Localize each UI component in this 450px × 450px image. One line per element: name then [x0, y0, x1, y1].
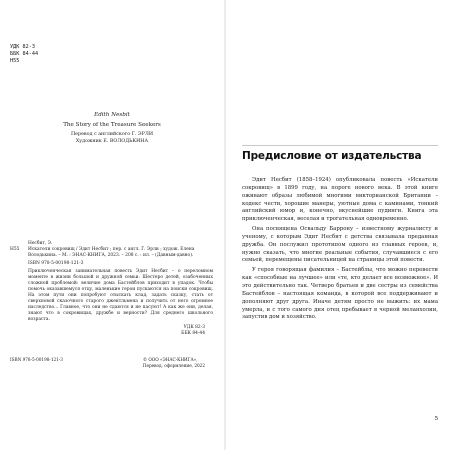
preface-paragraph: Эдит Несбит (1858–1924) опубликовала повесть «Искатели сокровищ» в 1899 году, на пороге нового века. В этой книге оживают образы любимой многими викторианской Британии – кодекс чести, хорошие манеры, уютные дома с каминами, тонкий английский юмор и, конечно, вкуснейшие пудинги. Книга эта приключенческая, веселая и трогательная одновременно.: [242, 177, 438, 223]
biblio-entry-text: Искатели сокровищ / Эдит Несбит ; пер. с англ. Г. Эрли ; худож. Елена Володькина. – М. : ЭНАС-КНИГА, 2023. – 208 с. : ил. – (Давным-давно).: [28, 247, 195, 258]
biblio-codes: [10, 325, 213, 337]
classification-codes: [10, 44, 38, 65]
original-title: The Story of the Treasure Seekers: [63, 122, 161, 128]
biblio-bbk: ББК 84-44: [181, 331, 205, 336]
colophon-isbn: ISBN 978-5-00198-121-3: [10, 357, 63, 362]
biblio-udc: УДК 82-3: [183, 325, 205, 330]
original-title-block: [0, 111, 224, 145]
translator-credit: Перевод с английского Г. ЭРЛИ: [70, 132, 154, 137]
author-mark-line: Н55: [10, 58, 20, 64]
preface-body: [242, 177, 438, 324]
illustrator-credit: Художник Е. ВОЛОДЬКИНА: [75, 139, 149, 144]
biblio-entry: [10, 247, 213, 259]
bibliographic-record: [10, 241, 213, 337]
preface-paragraph: У героя говорящая фамилия – Бастейблы, что можно перевести как «способные на лучшее» или «те, кто делает все возможное». И это действительно так. Четверо братьев и две сестры из семейства Бастейблов – настоящая команда, в которой все поддерживают и дополняют друг друга. Иначе детям просто не выжить: их мама умерла, и с того самого дня отец пребывает в черной меланхолии, запустив дом и хозяйство.: [242, 267, 438, 321]
left-page: [0, 0, 224, 450]
biblio-isbn: ISBN 978-5-00198-121-3: [28, 261, 84, 266]
bbk-line: ББК 84-44: [10, 51, 39, 57]
copyright-notice: [143, 357, 205, 369]
preface-paragraph: Она посвящена Освальду Баррону – известному журналисту и ученому, с которым Эдит Несбит с детства связывала преданная дружба. Он послужил прототипом одного из главных героев, и, нужно сказать, что многие реальные события, случавшиеся с его семьей, перемещены писательницей на страницы этой повести.: [242, 226, 438, 264]
preface-heading: Предисловие от издательства: [242, 150, 422, 162]
udc-line: УДК 82-3: [10, 44, 35, 50]
original-author: Edith Nesbit: [94, 112, 130, 118]
heading-divider: [242, 145, 438, 146]
annotation-text: Приключенческая занимательная повесть Эдит Несбит – о переломном моменте в жизни большой и дружной семьи. Шестеро детей, озабоченных сложной проблемой: величие дома Бастейблов приходит в упадок. Чтобы помочь оказавшемуся отцу, маленькие герои пускаются на поиски сокровищ. На этом пути они попробуют отыскать клад, задать сказку, стать от сверхновой сказочного старого джентльмена и получить от него огромное наследство... Главное, что они не сдаются и не пасуют! А как же они, делая, знают что в сокровищах, дружбе и верности? Для среднего школьного возраста.: [28, 269, 213, 322]
edition-line: Перевод, оформление, 2022: [142, 363, 205, 368]
biblio-author: Несбит, Э.: [28, 241, 53, 246]
author-mark: Н55: [10, 247, 20, 252]
copyright-line: © ООО «ЭНАС-КНИГА»,: [142, 357, 198, 362]
right-page: [226, 0, 450, 450]
page-number: 5: [434, 416, 438, 422]
